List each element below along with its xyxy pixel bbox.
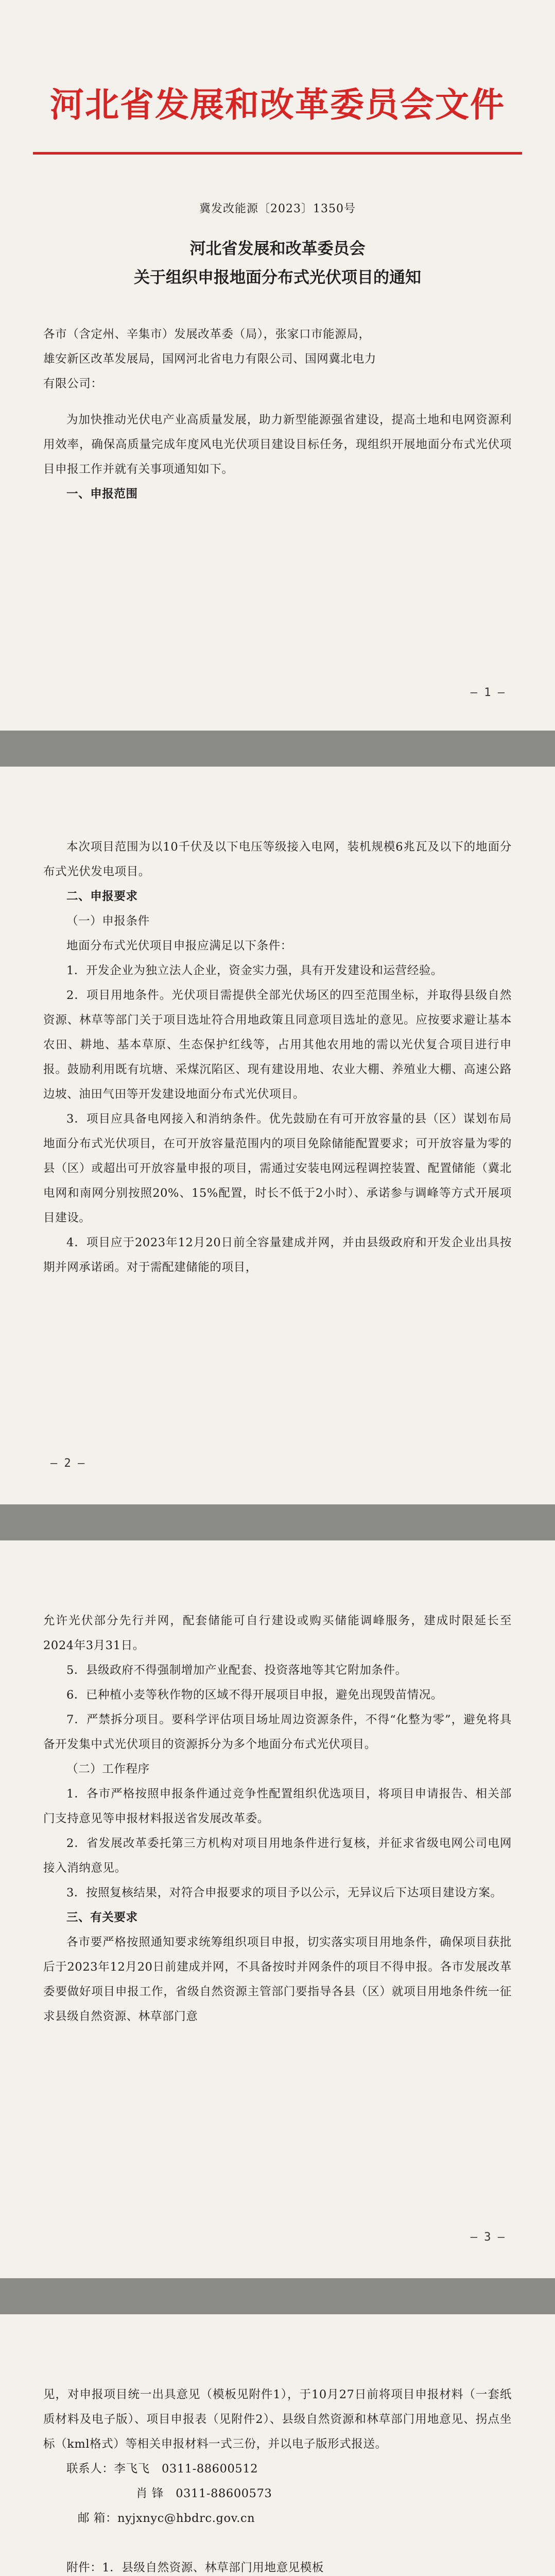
document-page-2 — [0, 767, 555, 1504]
contact-line-1 — [66, 2456, 512, 2481]
letterhead-red-rule — [33, 152, 522, 155]
conditions-intro: 地面分布式光伏项目申报应满足以下条件： — [66, 939, 292, 953]
document-title — [43, 234, 512, 292]
letterhead-title: 河北省发展和改革委员会文件 — [50, 85, 505, 125]
procedure-1: 1．各市严格按照申报条件通过竞争性配置组织优选项目，将项目申请报告、相关部门支持意见等申报材料报送省发展改革委。 — [43, 1787, 512, 1825]
condition-4-continued: 允许光伏部分先行并网，配套储能可自行建设或购买储能调峰服务，建成时限延长至2024年3月31日。 — [43, 1614, 512, 1652]
condition-4: 4．项目应于2023年12月20日前全容量建成并网，并由县级政府和开发企业出具按期并网承诺函。对于需配建储能的项目， — [43, 1236, 512, 1274]
intro-paragraph: 为加快推动光伏电产业高质量发展，助力新型能源强省建设，提高土地和电网资源利用效率，确保高质量完成年度风电光伏项目建设目标任务，现组织开展地面分布式光伏项目申报工作并就有关事项通知如下。 — [43, 413, 512, 476]
condition-6: 6．已种植小麦等秋作物的区域不得开展项目申报，避免出现毁苗情况。 — [66, 1688, 443, 1702]
page-number-3: — 3 — — [470, 2231, 505, 2244]
attachments-label: 附件： — [66, 2561, 102, 2574]
procedure-3: 3．按照复核结果，对符合申报要求的项目予以公示，无异议后下达项目建设方案。 — [66, 1886, 502, 1900]
email-label: 邮 箱： — [78, 2512, 118, 2525]
page-number-1: — 1 — — [470, 686, 505, 699]
condition-3: 3．项目应具备电网接入和消纳条件。优先鼓励在有可开放容量的县（区）谋划布局地面分布式光伏项目，在可开放容量范围内的项目免除储能配置要求；可开放容量为零的县（区）或超出可开放容量申报的项目，需通过安装电网远程调控装置、配置储能（冀北电网和南网分别按照20%、15%配置，时长不低于2小时）、承诺参与调峰等方式开展项目建设。 — [43, 1112, 512, 1225]
addressee-line-1: 各市（含定州、辛集市）发展改革委（局），张家口市能源局， — [43, 328, 371, 341]
condition-1: 1．开发企业为独立法人企业，资金实力强，具有开发建设和运营经验。 — [66, 964, 443, 977]
document-page-3 — [0, 1540, 555, 2278]
contact-2-name: 肖 锋 — [136, 2487, 164, 2500]
requirement-continued: 见，对申报项目统一出具意见（模板见附件1），于10月27日前将项目申报材料（一套纸质材料及电子版）、项目申报表（见附件2）、县级自然资源和林草部门用地意见、拐点坐标（kml格式）等相关申报材料一式三份，并以电子版形式报送。 — [43, 2388, 512, 2451]
requirement-paragraph: 各市要严格按照通知要求统筹组织项目申报，切实落实项目用地条件，确保项目获批后于2023年12月20日前建成并网，不具备按时并网条件的项目不得申报。各市发展改革委要做好项目申报工作，省级自然资源主管部门要指导各县（区）就项目用地条件统一征求县级自然资源、林草部门意 — [43, 1936, 512, 2023]
addressee-line-2: 雄安新区改革发展局，国网河北省电力有限公司、国网冀北电力 — [43, 352, 376, 366]
condition-7: 7．严禁拆分项目。要科学评估项目场址周边资源条件，不得“化整为零”，避免将具备开发集中式光伏项目的资源拆分为多个地面分布式光伏项目。 — [43, 1713, 512, 1751]
subsection-2-heading: （二）工作程序 — [66, 1762, 150, 1776]
contact-1-name: 李飞飞 — [114, 2462, 150, 2476]
contact-1-phone: 0311-88600512 — [161, 2462, 258, 2476]
contact-2-phone: 0311-88600573 — [176, 2487, 272, 2500]
subsection-1-heading: （一）申报条件 — [66, 914, 150, 928]
email-address: nyjxnyc@hbdrc.gov.cn — [117, 2512, 255, 2525]
scope-paragraph: 本次项目范围为以10千伏及以下电压等级接入电网，装机规模6兆瓦及以下的地面分布式光伏发电项目。 — [43, 840, 512, 878]
document-number: 冀发改能源〔2023〕1350号 — [199, 202, 356, 215]
page-number-2: — 2 — — [50, 1457, 85, 1470]
contact-label: 联系人： — [66, 2462, 114, 2476]
section-2-heading: 二、申报要求 — [66, 890, 138, 903]
section-1-heading: 一、申报范围 — [66, 487, 138, 501]
contact-line-2 — [66, 2481, 512, 2506]
contact-block — [43, 2456, 512, 2531]
title-line-1: 河北省发展和改革委员会 — [189, 240, 366, 258]
section-3-heading: 三、有关要求 — [66, 1911, 138, 1924]
addressee-line-3: 有限公司： — [43, 377, 103, 391]
attachment-1 — [66, 2555, 512, 2576]
condition-5: 5．县级政府不得强制增加产业配套、投资落地等其它附加条件。 — [66, 1664, 407, 1677]
condition-2: 2．项目用地条件。光伏项目需提供全部光伏场区的四至范围坐标，并取得县级自然资源、林草等部门关于项目选址符合用地政策且同意项目选址的意见。应按要求避让基本农田、耕地、基本草原、生态保护红线等，占用其他农用地的需以光伏复合项目进行申报。鼓励利用既有坑塘、采煤沉陷区、现有建设用地、农业大棚、养殖业大棚、高速公路边坡、油田气田等开发建设地面分布式光伏项目。 — [43, 989, 512, 1101]
procedure-2: 2．省发展改革委托第三方机构对项目用地条件进行复核，并征求省级电网公司电网接入消纳意见。 — [43, 1837, 512, 1875]
attachments-block — [43, 2555, 512, 2576]
title-line-2: 关于组织申报地面分布式光伏项目的通知 — [134, 268, 421, 287]
contact-line-3 — [66, 2506, 512, 2531]
attachment-1-text: 1．县级自然资源、林草部门用地意见模板 — [102, 2561, 324, 2574]
document-page-4 — [0, 2314, 555, 2576]
document-page-1 — [0, 0, 555, 731]
